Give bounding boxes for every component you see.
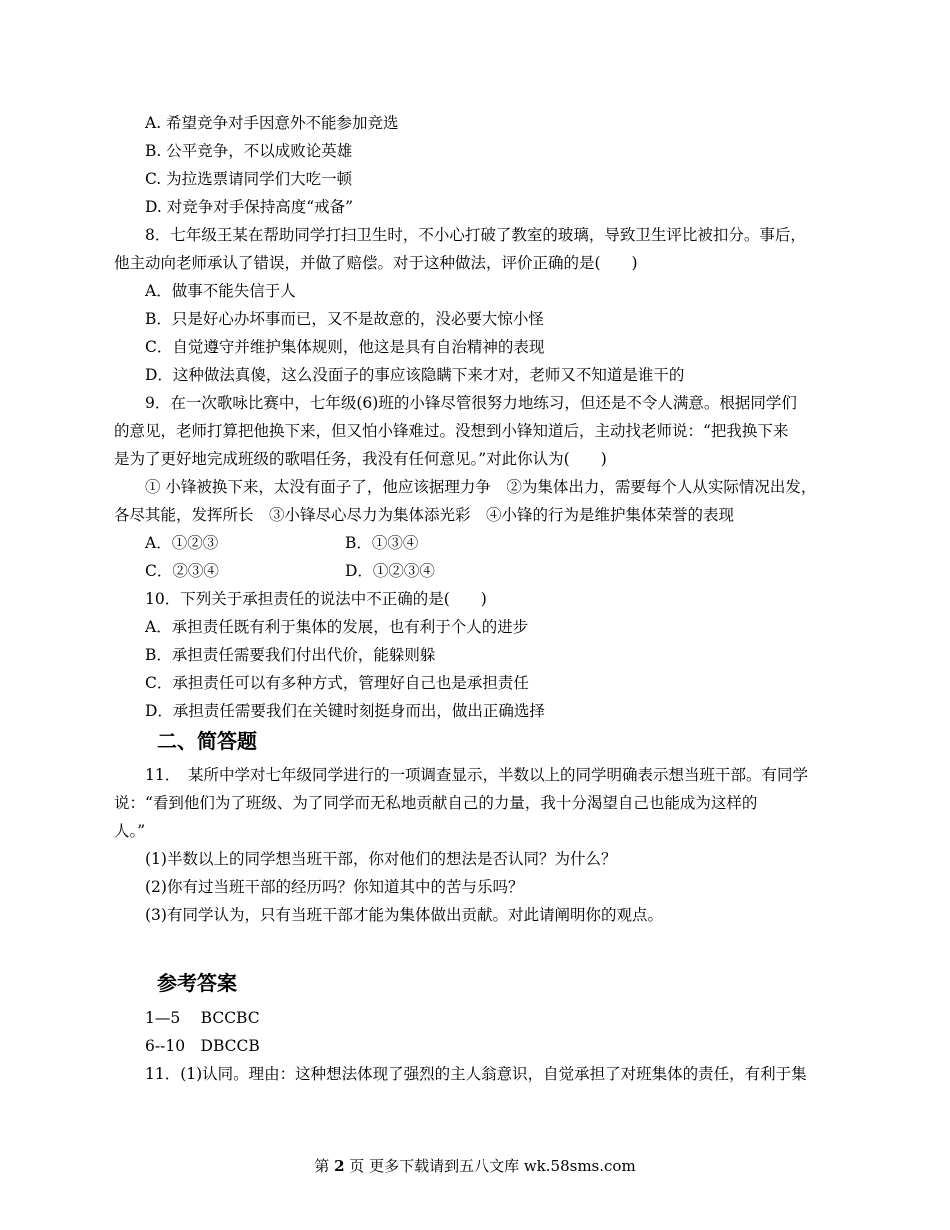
q7-option-d: D. 对竞争对手保持高度“戒备” [145, 198, 354, 216]
q9-option-c: C．②③④ [145, 562, 219, 580]
q7-option-c: C. 为拉选票请同学们大吃一顿 [145, 170, 353, 188]
q11-sub-question-2: (2)你有过当班干部的经历吗？你知道其中的苦与乐吗？ [145, 878, 524, 896]
q7-option-b: B. 公平竞争，不以成败论英雄 [145, 142, 353, 160]
q8-stem-line2: 他主动向老师承认了错误，并做了赔偿。对于这种做法，评价正确的是( ) [114, 254, 638, 272]
q11-stem-line2: 说：“看到他们为了班级、为了同学而无私地贡献自己的力量，我十分渴望自己也能成为这样的 [114, 794, 758, 812]
q9-option-d: D．①②③④ [345, 562, 435, 580]
q11-stem-line1: 11． 某所中学对七年级同学进行的一项调查显示，半数以上的同学明确表示想当班干部。有同学 [145, 766, 808, 784]
q10-stem: 10．下列关于承担责任的说法中不正确的是( ) [145, 590, 487, 608]
page-footer [0, 1156, 950, 1176]
q8-stem-line1: 8．七年级王某在帮助同学打扫卫生时，不小心打破了教室的玻璃，导致卫生评比被扣分。事后， [145, 226, 806, 244]
q9-option-b: B．①③④ [345, 534, 419, 552]
q10-option-c: C．承担责任可以有多种方式，管理好自己也是承担责任 [145, 674, 529, 692]
q9-items-line1: ① 小锋被换下来，太没有面子了，他应该据理力争 ②为集体出力，需要每个人从实际情况出发， [145, 478, 817, 496]
answers-heading: 参考答案 [157, 971, 237, 995]
footer-prefix: 第 [314, 1157, 335, 1175]
q8-option-b: B．只是好心办坏事而已，又不是故意的，没必要大惊小怪 [145, 310, 544, 328]
q10-option-a: A．承担责任既有利于集体的发展，也有利于个人的进步 [145, 618, 529, 636]
q9-items-line2: 各尽其能，发挥所长 ③小锋尽心尽力为集体添光彩 ④小锋的行为是维护集体荣誉的表现 [114, 506, 735, 524]
q7-option-a: A. 希望竞争对手因意外不能参加竞选 [145, 114, 399, 132]
q8-option-d: D．这种做法真傻，这么没面子的事应该隐瞒下来才对，老师又不知道是谁干的 [145, 366, 685, 384]
q10-option-b: B．承担责任需要我们付出代价，能躲则躲 [145, 646, 436, 664]
footer-suffix: 页 更多下载请到五八文库 wk.58sms.com [344, 1157, 636, 1175]
q9-option-a: A．①②③ [145, 534, 219, 552]
q11-stem-line3: 人。” [114, 822, 146, 840]
answers-line-3: 11．(1)认同。理由：这种想法体现了强烈的主人翁意识，自觉承担了对班集体的责任，有利于集 [145, 1065, 807, 1083]
footer-page-number: 2 [334, 1157, 345, 1175]
q9-options-row1 [145, 533, 418, 553]
q8-option-c: C．自觉遵守并维护集体规则，他这是具有自治精神的表现 [145, 338, 545, 356]
q11-sub-question-1: (1)半数以上的同学想当班干部，你对他们的想法是否认同？为什么？ [145, 850, 617, 868]
q11-sub-question-3: (3)有同学认为，只有当班干部才能为集体做出贡献。对此请阐明你的观点。 [145, 906, 663, 924]
q9-options-row2 [145, 561, 435, 581]
q9-stem-line3: 是为了更好地完成班级的歌唱任务，我没有任何意见。”对此你认为( ) [114, 450, 607, 468]
q9-stem-line1: 9．在一次歌咏比赛中，七年级(6)班的小锋尽管很努力地练习，但还是不令人满意。根据同学们 [145, 394, 797, 412]
q10-option-d: D．承担责任需要我们在关键时刻挺身而出，做出正确选择 [145, 702, 545, 720]
q8-option-a: A．做事不能失信于人 [145, 282, 296, 300]
section-heading-short-answer: 二、简答题 [157, 729, 257, 753]
q9-stem-line2: 的意见，老师打算把他换下来，但又怕小锋难过。没想到小锋知道后，主动找老师说：“把我换下来 [114, 422, 789, 440]
answers-line-1: 1—5 BCCBC [145, 1009, 260, 1027]
answers-line-2: 6--10 DBCCB [145, 1037, 260, 1055]
